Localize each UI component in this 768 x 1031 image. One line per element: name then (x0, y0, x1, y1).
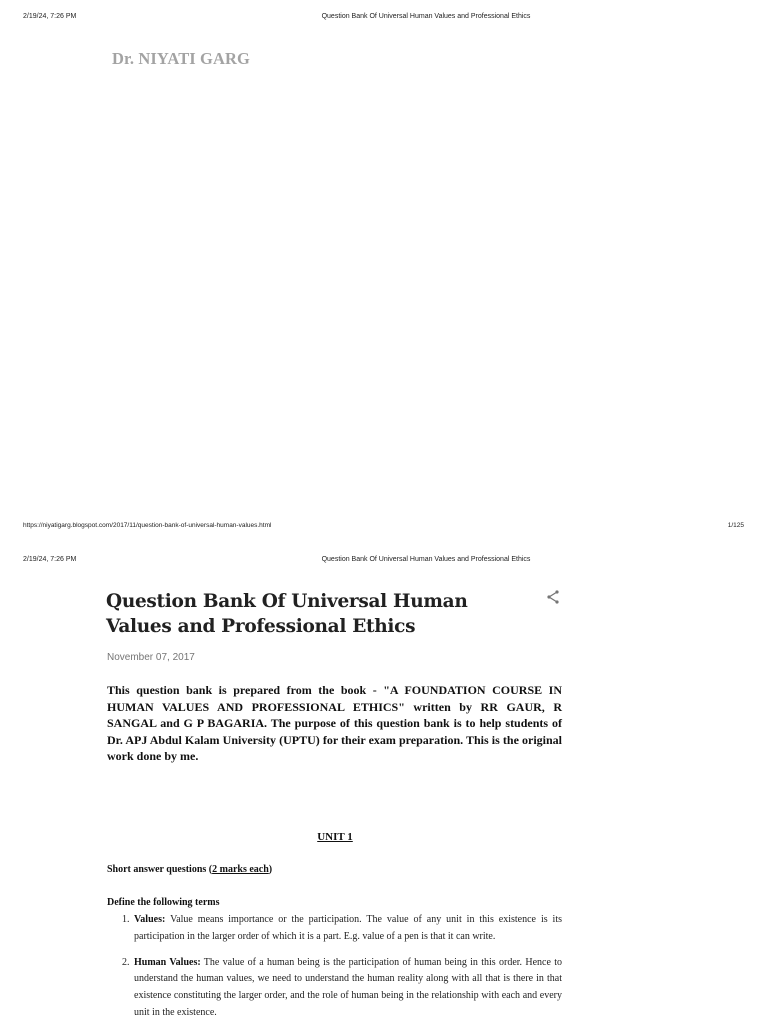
print-header (0, 556, 768, 570)
short-suffix: ) (268, 864, 273, 875)
post-title: Question Bank Of Universal Human Values and Professional Ethics (106, 591, 468, 637)
define-heading: Define the following terms (107, 897, 220, 908)
terms-list (107, 912, 562, 1031)
print-header (0, 13, 768, 27)
term-definition: Value means importance or the participation. The value of any unit in this existence is its participation in the larger order of which it is a part. E.g. value of a pen is that it can write. (134, 914, 562, 942)
short-answer-heading (107, 864, 272, 875)
print-date: 2/19/24, 7:26 PM (23, 556, 77, 563)
post-intro: This question bank is prepared from the book - "A FOUNDATION COURSE IN HUMAN VALUES AND PROFESSIONAL ETHICS" written by RR GAUR, R SANGAL and G P BAGARIA. The purpose of this question bank is to help students of Dr. APJ Abdul Kalam University (UPTU) for their exam preparation. This is the original work done by me. (107, 683, 562, 764)
term-name: Human Values: (134, 956, 201, 968)
print-url: https://niyatigarg.blogspot.com/2017/11/question-bank-of-universal-human-values.html (23, 522, 272, 529)
list-number: 2. (122, 956, 130, 968)
print-page-number: 1/125 (727, 522, 744, 529)
term-name: Values: (134, 914, 166, 925)
list-number: 1. (122, 914, 130, 925)
post-date[interactable]: November 07, 2017 (107, 652, 195, 663)
short-marks: 2 marks each (212, 864, 269, 875)
list-item (107, 955, 562, 1022)
list-item (107, 912, 562, 946)
print-title: Question Bank Of Universal Human Values and Professional Ethics (321, 13, 531, 20)
blog-title[interactable]: Dr. NIYATI GARG (112, 49, 250, 68)
print-title: Question Bank Of Universal Human Values and Professional Ethics (321, 556, 531, 563)
unit-heading: UNIT 1 (317, 831, 353, 843)
share-icon[interactable] (545, 589, 561, 605)
print-date: 2/19/24, 7:26 PM (23, 13, 77, 20)
term-definition: The value of a human being is the participation of human being in this order. Hence to understand the human values, we need to understand the human reality along with all that is there in that existence constituting the larger order, and the role of human being in the relationship with each and every unit in the existence. (134, 956, 562, 1018)
short-prefix: Short answer questions ( (107, 864, 213, 875)
